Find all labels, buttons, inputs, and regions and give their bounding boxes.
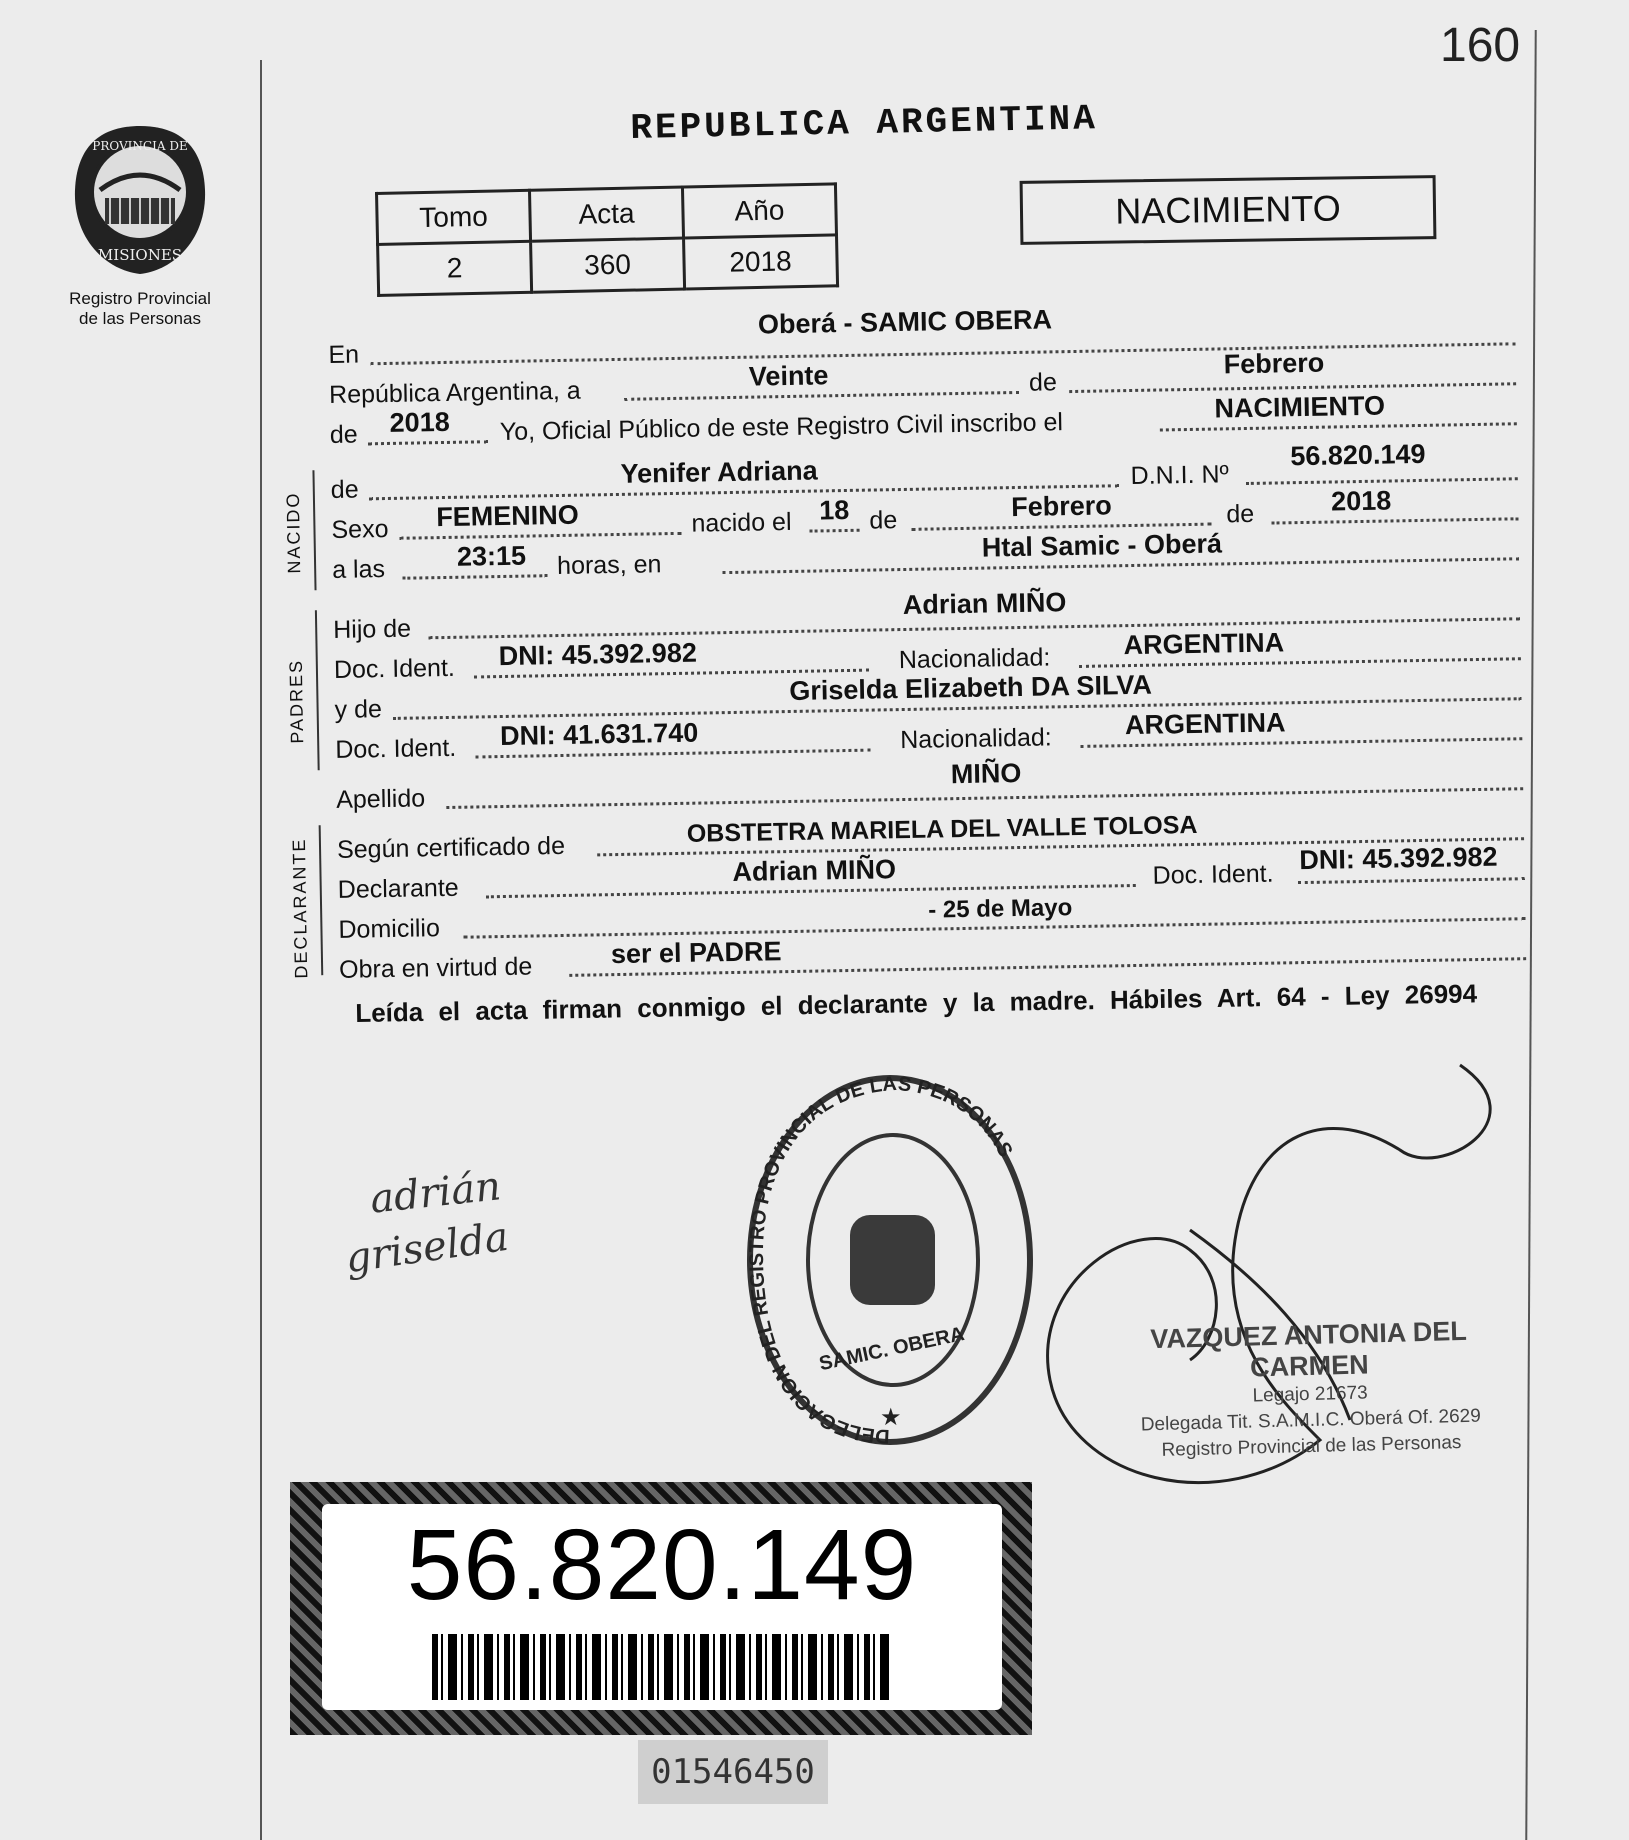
stamp-star-icon: ★	[880, 1403, 902, 1431]
label-hijo-de: Hijo de	[332, 614, 412, 644]
value-domicilio: - 25 de Mayo	[927, 894, 1073, 924]
value-padre-doc: DNI: 45.392.982	[498, 637, 698, 672]
official-signature	[1020, 1020, 1540, 1540]
official-name-stamp	[1108, 1315, 1512, 1465]
value-year: 2018	[389, 406, 450, 438]
label-doc-padre: Doc. Ident.	[333, 653, 456, 684]
value-sexo: FEMENINO	[436, 499, 580, 533]
value-madre-doc: DNI: 41.631.740	[499, 717, 699, 752]
value-apellido: MIÑO	[950, 757, 1022, 790]
label-de-nombre: de	[330, 475, 359, 504]
value-declarante: Adrian MIÑO	[732, 854, 897, 888]
label-republica: República Argentina, a	[328, 376, 581, 409]
value-padre: Adrian MIÑO	[902, 587, 1067, 621]
value-lugar: Htal Samic - Oberá	[981, 528, 1223, 563]
table-value-ano: 2018	[684, 235, 838, 289]
label-domicilio: Domicilio	[338, 914, 441, 944]
side-label-padres: PADRES	[285, 658, 308, 744]
official-legajo: Legajo 21673	[1252, 1382, 1368, 1407]
value-birth-day: 18	[818, 494, 850, 526]
official-cargo: Delegada Tit. S.A.M.I.C. Oberá Of. 2629	[1140, 1405, 1482, 1436]
handwritten-signature-father: adrián	[367, 1163, 504, 1223]
value-madre: Griselda Elizabeth DA SILVA	[789, 669, 1153, 707]
label-birth-de1: de	[869, 506, 898, 535]
value-en: Oberá - SAMIC OBERA	[757, 304, 1053, 340]
coat-of-arms-icon	[850, 1215, 935, 1305]
official-registro: Registro Provincial de las Personas	[1161, 1432, 1462, 1461]
value-certificado: OBSTETRA MARIELA DEL VALLE TOLOSA	[686, 810, 1198, 848]
margin-line-left	[260, 60, 262, 1840]
stamp-center-text: SAMIC. OBERA	[817, 1323, 967, 1376]
value-obra: ser el PADRE	[610, 936, 782, 970]
serial-number: 01546450	[638, 1740, 828, 1804]
row-apellido	[336, 754, 1527, 815]
value-birth-month: Febrero	[1010, 490, 1112, 523]
document-title: REPUBLICA ARGENTINA	[630, 98, 1099, 149]
label-obra: Obra en virtud de	[338, 952, 533, 984]
logo-caption: Registro Provincial de las Personas	[69, 289, 211, 328]
seal-bottom-text: MISIONES	[97, 246, 183, 264]
table-header-acta: Acta	[529, 187, 683, 241]
value-birth-year: 2018	[1330, 485, 1392, 517]
label-nacido-el: nacido el	[691, 507, 792, 538]
label-declarante-doc: Doc. Ident.	[1152, 859, 1274, 890]
label-doc-madre: Doc. Ident.	[335, 733, 457, 764]
label-birth-de2: de	[1226, 499, 1255, 529]
registry-logo	[55, 120, 225, 329]
seal-top-text: PROVINCIA DE	[92, 139, 188, 153]
registry-table	[375, 182, 839, 297]
table-header-tomo: Tomo	[377, 190, 531, 244]
closing-statement: Leída el acta firman conmigo el declarante y la madre. Hábiles Art. 64 - Ley 26994	[355, 978, 1478, 1028]
side-label-nacido: NACIDO	[282, 491, 305, 574]
handwritten-signature-mother: griselda	[342, 1213, 512, 1283]
official-name: VAZQUEZ ANTONIA DEL CARMEN	[1149, 1315, 1468, 1383]
label-nac-madre: Nacionalidad:	[899, 723, 1052, 755]
label-en: En	[328, 340, 360, 369]
label-dni: D.N.I. Nº	[1130, 460, 1229, 491]
table-header-ano: Año	[682, 184, 836, 238]
birth-record-form	[282, 304, 1518, 984]
label-declarante: Declarante	[337, 873, 459, 904]
label-a-las: a las	[331, 555, 386, 584]
misiones-seal-icon	[55, 120, 225, 280]
label-horas-en: horas, en	[556, 550, 662, 581]
value-declarante-doc: DNI: 45.392.982	[1299, 841, 1498, 876]
table-value-acta: 360	[531, 238, 685, 292]
value-padre-nac: ARGENTINA	[1123, 627, 1285, 661]
value-inscribo: NACIMIENTO	[1214, 390, 1386, 424]
label-nac-padre: Nacionalidad:	[898, 643, 1051, 675]
label-certificado: Según certificado de	[336, 831, 566, 864]
label-inscribo: Yo, Oficial Público de este Registro Civil inscribo el	[499, 408, 1064, 447]
act-type-box: NACIMIENTO	[1020, 175, 1437, 245]
value-day: Veinte	[748, 360, 829, 392]
page-number: 160	[1440, 19, 1521, 72]
stamp-ring-text: DELEGACION DEL REGISTRO PROVINCIAL DE LAS PERSONAS	[745, 1072, 1017, 1448]
value-dni: 56.820.149	[1290, 438, 1426, 472]
label-de-year: de	[329, 420, 358, 449]
side-label-declarante: DECLARANTE	[288, 837, 312, 979]
dni-sticker	[290, 1482, 1032, 1735]
label-sexo: Sexo	[331, 514, 389, 544]
official-stamp	[735, 1065, 1045, 1455]
label-y-de: y de	[334, 695, 383, 724]
barcode-icon	[432, 1634, 892, 1700]
label-apellido: Apellido	[335, 784, 426, 814]
value-month: Febrero	[1223, 347, 1325, 380]
value-madre-nac: ARGENTINA	[1124, 707, 1286, 741]
label-de-month: de	[1028, 368, 1058, 397]
value-nombre: Yenifer Adriana	[620, 455, 818, 489]
table-value-tomo: 2	[378, 241, 532, 295]
value-hora: 23:15	[456, 540, 527, 572]
dni-sticker-number: 56.820.149	[406, 1509, 918, 1621]
